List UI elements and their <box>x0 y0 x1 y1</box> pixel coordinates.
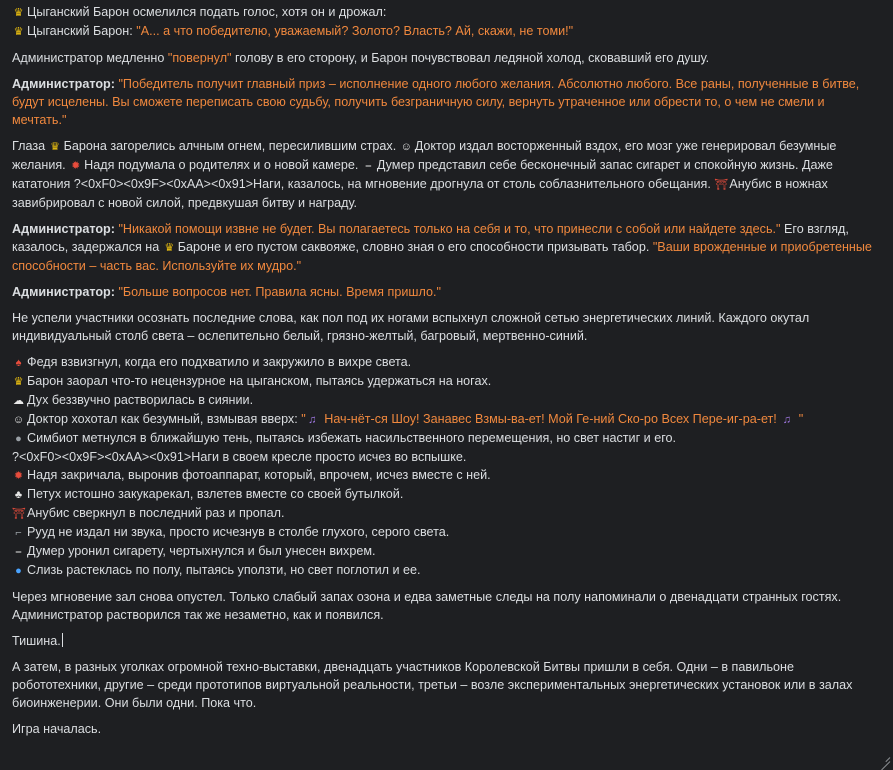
list-item <box>12 429 881 448</box>
quote: "Ваши врожденные и приобретенные способности – часть вас. Используйте их мудро." <box>12 240 872 273</box>
mechanical-leg-icon: ⌐ <box>15 527 22 539</box>
list-item <box>12 410 881 429</box>
quote: " <box>301 412 306 426</box>
torii-icon: ⛩ <box>714 179 729 191</box>
paragraph-baron-speaks <box>12 3 881 41</box>
resize-handle[interactable] <box>880 752 890 762</box>
text: Администратор медленно <box>12 51 168 65</box>
text-cursor <box>62 633 63 647</box>
text: Надя закричала, выронив фотоаппарат, который, впрочем, исчез вместе с ней. <box>27 468 491 482</box>
text: Его взгляд, казалось, задержался на <box>12 222 849 254</box>
text: Слизь растеклась по полу, пытаясь уползти, но свет поглотил и ее. <box>27 563 421 577</box>
list-item <box>12 523 881 542</box>
cigarette-icon: ⎯ <box>15 546 22 558</box>
droplet-icon: ● <box>15 565 22 577</box>
speaker-label: Администратор: <box>12 222 115 236</box>
list-item <box>12 485 881 504</box>
text: Доктор издал восторженный вздох, его мозг уже генерировал безумные желания. <box>12 139 837 172</box>
text: Тишина. <box>12 634 61 648</box>
ghost-icon: ☁ <box>13 395 24 407</box>
text: Доктор хохотал как безумный, взмывая вверх: <box>27 412 302 426</box>
text: голову в его сторону, и Барон почувствовал ледяной холод, сковавший его душу. <box>231 51 710 65</box>
rooster-icon: ♣ <box>14 489 23 501</box>
doctor-icon: ☺ <box>12 414 25 426</box>
text: Бароне и его пустом саквояже, словно зная о его способности призывать табор. <box>177 240 653 254</box>
list-item <box>12 542 881 561</box>
paragraph-admin-final <box>12 283 881 301</box>
text: Симбиот метнулся в ближайшую тень, пытаясь избежать насильственного перемещения, но свет настиг и его. <box>27 431 677 445</box>
music-notes-icon: ♫ <box>782 414 791 426</box>
text: Думер уронил сигарету, чертыхнулся и был унесен вихрем. <box>27 544 376 558</box>
quote: "Победитель получит главный приз – исполнение одного любого желания. Абсолютно любого. Все раны, полученные в битве, будут исцелены. Вы сможете переписать свою судьбу, получить безграничную силу, вернуть утраченное или обрести то, о чем не смели и мечтать." <box>12 77 860 127</box>
text: Федя взвизгнул, когда его подхватило и закружило в вихре света. <box>27 355 412 369</box>
list-item <box>12 448 881 466</box>
paragraph-hall-empty: Через мгновение зал снова опустел. Только слабый запах озона и едва заметные следы на полу напоминали о двенадцати странных гостях. Администратор растворился так же незаметно, как и появился. <box>12 590 842 622</box>
quote: Нач-нёт-ся Шоу! Занавес Взмы-ва-ет! Мой Ге-ний Ско-ро Всех Пере-иг-ра-ет! <box>320 412 781 426</box>
text: Петух истошно закукарекал, взлетев вместе со своей бутылкой. <box>27 487 404 501</box>
speaker-label: Администратор: <box>12 77 115 91</box>
text: Надя подумала о родителях и о новой камере. <box>84 158 362 172</box>
list-item <box>12 561 881 580</box>
quote: "повернул" <box>167 51 232 65</box>
text: Дух беззвучно растворилась в сиянии. <box>27 393 254 407</box>
quote: " <box>795 412 804 426</box>
crown-icon: ♛ <box>13 7 24 19</box>
quote: "Никакой помощи извне не будет. Вы полагаетесь только на себя и то, что принесли с собой или найдете здесь." <box>114 222 781 236</box>
crown-icon: ♛ <box>164 242 175 254</box>
black-circle-icon: ● <box>15 433 22 445</box>
doctor-icon: ☺ <box>400 141 412 153</box>
quote: "Больше вопросов нет. Правила ясны. Время пришло." <box>114 285 441 299</box>
text: Анубис сверкнул в последний раз и пропал. <box>27 506 285 520</box>
crown-icon: ♛ <box>13 26 24 38</box>
paragraph-silence[interactable] <box>12 632 881 650</box>
text: Цыганский Барон осмелился подать голос, хотя он и дрожал: <box>27 5 387 19</box>
text: ?<0xF0><0x9F><0xAA><0x91>Наги в своем кресле просто исчез во вспышке. <box>12 450 467 464</box>
text: Глаза <box>12 139 49 153</box>
list-item <box>12 504 881 523</box>
list-item <box>12 372 881 391</box>
paragraph-game-begins: Игра началась. <box>12 722 102 736</box>
ladybug-icon: ✹ <box>13 470 24 482</box>
text: Рууд не издал ни звука, просто исчезнув в столбе глухого, серого света. <box>27 525 450 539</box>
crown-icon: ♛ <box>50 141 61 153</box>
crown-icon: ♛ <box>13 376 24 388</box>
paragraph-light-pillars: Не успели участники осознать последние слова, как пол под их ногами вспыхнул сложной сетью энергетических линий. Каждого окутал индивидуальный столб света – ослепительно белый, грязно-желтый, багровый, мертвенно-синий. <box>12 311 810 343</box>
text: Барона загорелись алчным огнем, пересилившим страх. <box>63 139 400 153</box>
cigarette-icon: ⎯ <box>365 160 372 172</box>
music-notes-icon: ♫ <box>308 414 317 426</box>
list-item <box>12 391 881 410</box>
text: Барон заорал что-то нецензурное на цыганском, пытаясь удержаться на ногах. <box>27 374 492 388</box>
paragraph-admin-rules <box>12 220 881 275</box>
paragraph-admin-prize <box>12 75 881 129</box>
speaker-label: Администратор: <box>12 285 115 299</box>
quote: "А... а что победителю, уважаемый? Золото? Власть? Ай, скажи, не томи!" <box>136 24 574 38</box>
paragraph-admin-turns <box>12 49 881 67</box>
paragraph-reactions <box>12 137 881 212</box>
mushroom-icon: ♠ <box>15 357 22 369</box>
speaker-name: Цыганский Барон: <box>27 24 137 38</box>
text: Анубис в ножнах завибрировал с новой силой, предвкушая битву и награду. <box>12 177 828 210</box>
list-teleportation <box>12 353 881 580</box>
ladybug-icon: ✹ <box>71 160 81 172</box>
text: Думер представил себе бесконечный запас сигарет и спокойную жизнь. Даже кататония ?<0xF0><0x9F><0xAA><0x91>Наги, казалось, на мгновение дрогнула от столь соблазнительного обещания. <box>12 158 833 191</box>
torii-icon: ⛩ <box>12 508 26 520</box>
list-item <box>12 466 881 485</box>
paragraph-awakening: А затем, в разных уголках огромной техно-выставки, двенадцать участников Королевской Битвы пришли в себя. Одни – в павильоне робототехники, другие – среди прототипов виртуальной реальности, третьи – возле экспериментальных энергетических установок или в залах биоинженерии. Они были одни. Пока что. <box>12 660 853 710</box>
list-item <box>12 353 881 372</box>
